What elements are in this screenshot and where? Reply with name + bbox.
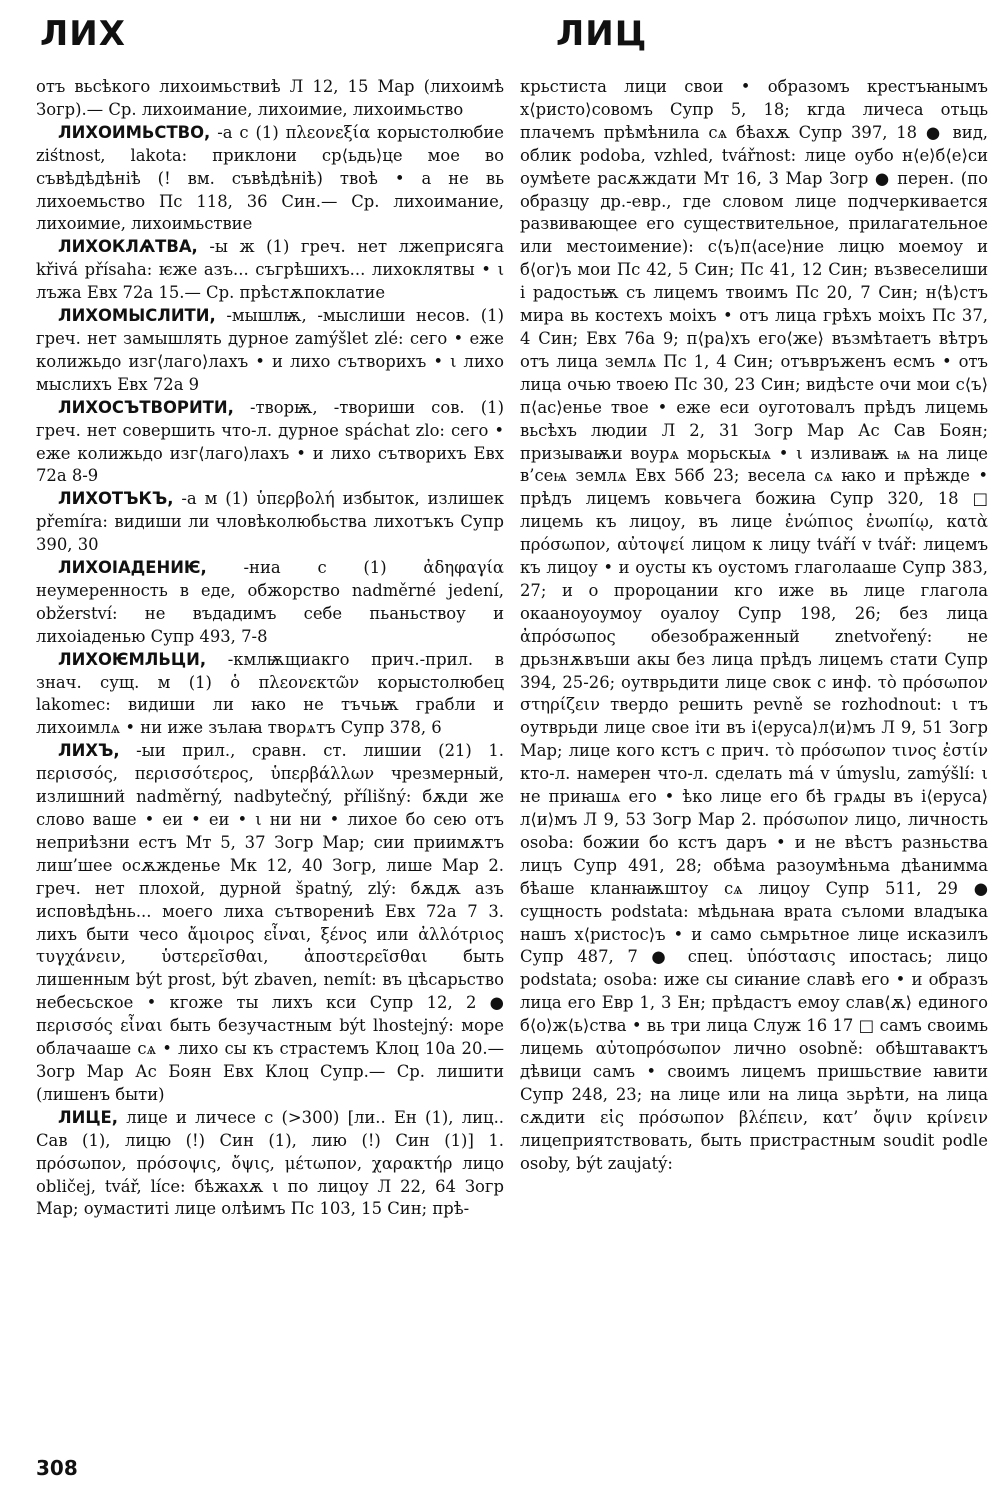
dictionary-entry [36,488,504,557]
entry-headword: ЛИЦЕ, [58,1107,118,1127]
dictionary-entry [36,649,504,741]
entry-body: -мышлѭ, -мыслиши несов. (1) греч. нет замышлять дурное zamýšlet zlé: сего • еже колижьдо изг⟨лаго⟩лахъ • и лихо сътворихъ • ι лихо мыслихъ Евх 72а 9 [36,306,504,394]
left-column [36,76,504,1221]
entry-headword: ЛИХОТЪКЪ, [58,489,174,509]
running-head-left: ЛИХ [40,14,126,54]
dictionary-entry [520,76,988,1176]
entry-headword: ЛИХОСЪТВОРИТИ, [58,397,234,417]
dictionary-entry [36,305,504,397]
right-column [520,76,988,1176]
entry-headword: ЛИХОМЫСЛИТИ, [58,306,216,326]
entry-body: отъ вьсѣкого лихоимьствиѣ Л 12, 15 Мар (лихоимѣ Зогр).— Ср. лихоимание, лихоимие, лихоимьство [36,77,504,119]
entry-body: -ниа с (1) ἀδηφαγία неумеренность в еде, обжорство nadměrné jedení, obžerství: не въдадимъ себе пьаньствоу и лихоіаденью Супр 493, 7-8 [36,558,504,646]
entry-body: -ы ж (1) греч. нет лжеприсяга křivá přísaha: ѥже азъ... съгрѣшихъ... лихоклятвы • ι лъжа Евх 72а 15.— Ср. прѣстѫпоклатие [36,237,504,303]
dictionary-entry [36,397,504,489]
entry-body: -ыи прил., сравн. ст. лишии (21) 1. περισσός, περισσότερος, ὑπερβάλλων чрезмерный, излишний nadměrný, nadbytečný, přílišný: бѫди же слово ваше • еи • еи • ι ни ни • лихое бо сею отъ неприѣзни естъ Мт 5, 37 Зогр Мар; сии приимѫтъ лиш’шее осѫжденье Мк 12, 40 Зогр, лише Мар 2. греч. нет плохой, дурной špatný, zlý: бѫдѫ азъ исповѣдѣнь... моего лиха сътворениѣ Евх 72а 7 3. лихъ быти чесо ἄμοιρος εἶναι, ξένος или ἀλλότριος τυγχάνειν, ὑστερεῖσθαι, ἀποστερεῖσθαι быть лишенным být prost, být zbaven, nemít: въ цѣсарьство небесьское • кгоже ты лихъ кси Супр 12, 2 ● περισσός εἶναι быть безучастным být lhostejný: море облачааше сѧ • лихо сы къ страстемъ Клоц 10а 20.— Зогр Мар Ас Боян Евх Клоц Супр.— Ср. лишити (лишенъ быти) [36,741,504,1104]
running-head-right: ЛИЦ [556,14,648,54]
entry-body: лице и личесе с (>300) [ли.. Ен (1), лиц.. Сав (1), лицю (!) Син (1), лию (!) Син (1)] 1. πρόσωπον, πρόσοψις, ὄψις, μέτωπον, χαρακτήρ лицо obličej, tvář, líce: бѣжахѫ ι по лицоу Л 22, 64 Зогр Мар; оумаститі лице олѣимъ Пс 103, 15 Син; прѣ- [36,1107,505,1219]
entry-body: крьстиста лици свои • образомъ крестъꙗнымъ х⟨ристо⟩совомъ Супр 5, 18; кгда личеса отьць плачемъ прѣмѣнила сѧ бѣахѫ Супр 397, 18 ● вид, облик podoba, vzhled, tvářnost: лице оубо н⟨е⟩б⟨е⟩си оумѣете расѫждати Мт 16, 3 Мар Зогр ● перен. (по образцу др.-евр., где словом лице подчеркивается развивающее его существительное, прилагательное или местоимение): с⟨ъ⟩п⟨асе⟩ние лицю моемоу и б⟨ог⟩ъ мои Пс 42, 5 Син; Пс 41, 12 Син; възвеселиши і радостьѭ съ лицемъ твоимъ Пс 20, 7 Син; н⟨ѣ⟩стъ мира вь костехъ моіхъ • отъ лица грѣхъ моіхъ Пс 37, 4 Син; Евх 76а 9; п⟨ра⟩хъ его⟨же⟩ възмѣтаетъ вѣтръ отъ лица землѧ Пс 1, 4 Син; отъвръженъ есмъ • отъ лица очью твоею Пс 30, 23 Син; видѣсте очи мои с⟨ъ⟩п⟨ас⟩енье твое • еже еси оуготовалъ прѣдъ лицемь вьсѣхъ людии Л 2, 31 Зогр Мар Ас Сав Боян; призываѭи воурѧ морьскыѧ • ι изливаѭ ѩ на лице в’сеѩ землѧ Евх 56б 23; весела сѧ ꙗко и прѣжде • прѣдъ лицемъ ковьчега божиꙗ Супр 320, 18 □ лицемь къ лицоу, въ лице ἐνώπιος ἐνωπίῳ, κατὰ πρόσωπον, αὐτοψεί лицом к лицу tváří v tvář: лицемъ къ лицоу • и оусты къ оустомъ глаголааше Супр 383, 27; и о пророцании кго иже вь лице глагола окааноуоумоу оуалоу Супр 198, 26; без лица ἀπρόσωπος обезображенный znetvořený: не дрьзнѫвъши акы без лица прѣдъ лицемъ стати Супр 394, 25-26; оутврьдити лице свок с инф. τὸ πρόσωπον στηρίζειν твердо решить pevně se rozhodnout: ι тъ оутврьди лице свое іти въ і⟨ерусa⟩л⟨и⟩мъ Л 9, 51 Зогр Мар; лице кого кстъ с прич. τὸ πρόσωπον τινος ἐστίν кто-л. намерен что-л. сделать má v úmyslu, zamýšlí: ι не приꙗшѧ его • ѣко лице его бѣ грѧды въ і⟨ерусa⟩л⟨и⟩мъ Л 9, 53 Зогр Мар 2. πρόσωπον лицо, личность osoba: божии бо кстъ даръ • и не вѣстъ разньства лицъ Супр 491, 28; обѣма разоумѣньма дѣанимма бѣаше кланꙗѭштоу сѧ лицоу Супр 511, 29 ● сущность podstata: мѣдьнаꙗ врата съломи владꙑка нашъ х⟨ристос⟩ъ • и само сьмрьтное лице исказилъ Супр 487, 7 ● спец. ὑπόστασις ипостась; лицо podstata; osoba: иже сы сиꙗние славѣ его • и образъ лица его Евр 1, 3 Ен; прѣдастъ емоу слав⟨ѫ⟩ единого б⟨о⟩ж⟨ь⟩ства • вь три лица Служ 16 17 □ самъ своимь лицемь αὐτοπρόσωπον лично osobně: обѣштавактъ дѣвици самъ • своимъ лицемъ пришьствие ꙗвити Супр 248, 23; на лице или на лица зьрѣти, на лица сѫдити εἰς πρόσωπον βλέπειν, κατ’ ὄψιν κρίνειν лицеприятствовать, быть пристрастным soudit podle osoby, být zaujatý: [520,77,988,1173]
dictionary-entry [36,1107,504,1222]
dictionary-entry [36,122,504,237]
dictionary-entry [36,76,504,122]
entry-body: -а м (1) ὑπερβολή избыток, излишек přemíra: видиши ли чловѣколюбьства лихотъкъ Супр 390, 30 [36,489,504,555]
entry-headword: ЛИХЪ, [58,741,120,761]
entry-headword: ЛИХОѤМЛЬЦИ, [58,649,207,669]
dictionary-entry [36,557,504,649]
entry-body: -творѭ, -твориши сов. (1) греч. нет совершить что-л. дурное spáchat zlo: сего • еже колижьдо изг⟨лаго⟩лахъ • и лихо сътворихъ Евх 72а 8-9 [36,397,504,486]
entry-headword: ЛИХОИМЬСТВО, [58,122,211,142]
page-number: 308 [36,1456,78,1480]
entry-headword: ЛИХОІАДЕНИѤ, [58,558,207,578]
entry-headword: ЛИХОКЛѦТВА, [58,237,198,257]
dictionary-entry [36,236,504,305]
entry-body: -а с (1) πλεονεξία корыстолюбие ziśtnost, lakota: приклони ср⟨ьдь⟩це мое во съвѣдѣдѣніѣ (! вм. съвѣдѣніѣ) твоѣ • а не вь лихоемьство Пс 118, 36 Син.— Ср. лихоимание, лихоимие, лихоимьствие [36,122,504,234]
dictionary-entry [36,740,504,1107]
entry-body: -кмлѭщиакго прич.-прил. в знач. сущ. м (1) ὁ πλεονεκτῶν корыстолюбец lakomec: видиши ли ꙗко не тъчьѭ грабли и лихоимлѧ • ни иже зълаꙗ творѧтъ Супр 378, 6 [36,649,504,738]
